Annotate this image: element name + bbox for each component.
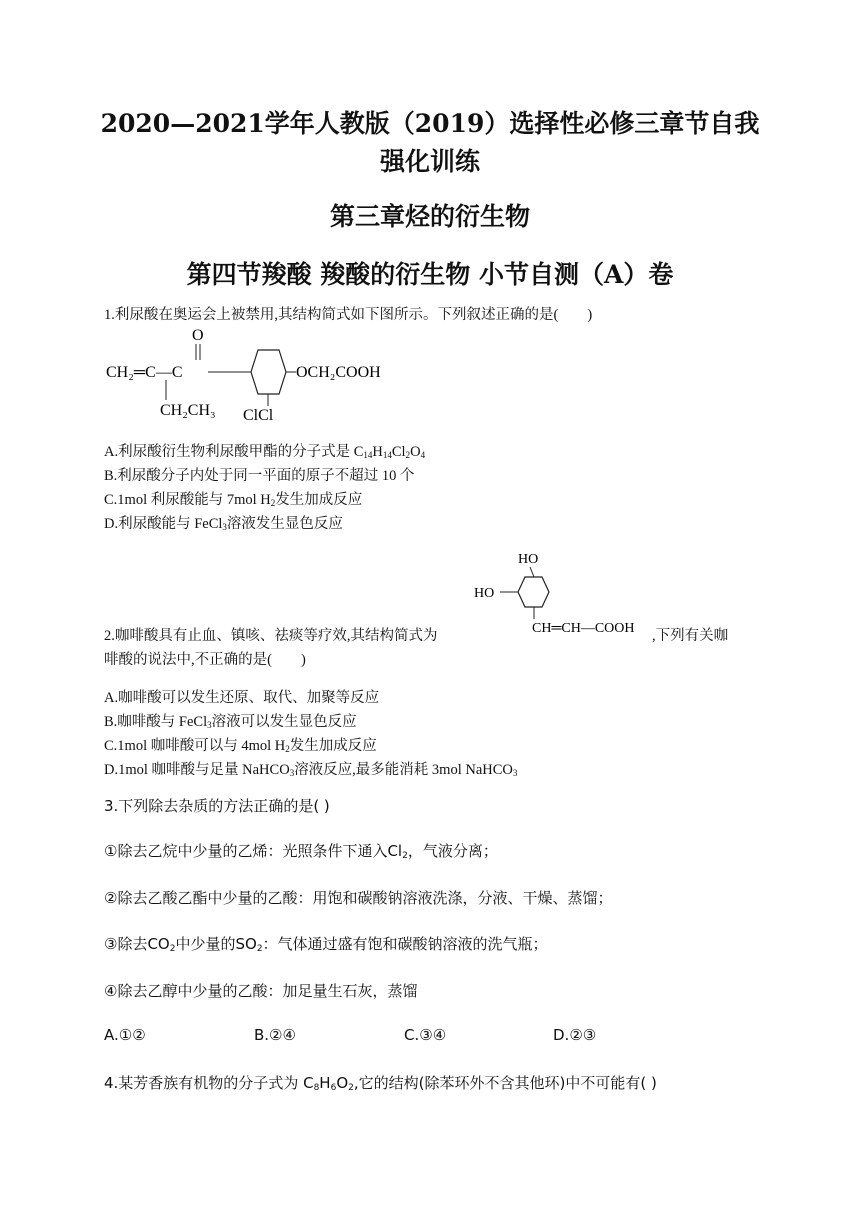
q2-stem-tail: ,下列有关咖 bbox=[652, 628, 729, 644]
q2-option-c: C.1mol 咖啡酸可以与 4mol $H_2$发生加成反应 bbox=[104, 738, 377, 754]
q2-stem-line-2: 啡酸的说法中,不正确的是( ) bbox=[104, 652, 306, 668]
q1-label-cl: ClCl bbox=[243, 407, 274, 424]
q2-structure-diagram bbox=[470, 545, 660, 645]
title-line-1: 2020—2021学年人教版（2019）选择性必修三章节自我 bbox=[100, 109, 760, 138]
q3-option-a: A.①② bbox=[104, 1026, 146, 1044]
q2-label-ho-top: HO bbox=[518, 552, 539, 567]
q1-structure-diagram bbox=[100, 322, 410, 427]
q1-label-right: OCH₂COOH bbox=[296, 364, 381, 381]
q3-item-2: ②除去乙酸乙酯中少量的乙酸：用饱和碳酸钠溶液洗涤，分液、干燥、蒸馏； bbox=[104, 889, 613, 907]
q1-label-left: CH₂═C—C bbox=[106, 364, 183, 381]
q2-label-ho-left: HO bbox=[474, 586, 495, 601]
q1-label-ethyl: CH₂CH₃ bbox=[160, 402, 216, 419]
q2-option-d: D.1mol 咖啡酸与足量 NaHCO$_3$溶液反应,最多能消耗 3mol NaHCO$_3$ bbox=[104, 762, 518, 778]
q3-stem: 3.下列除去杂质的方法正确的是( ) bbox=[104, 797, 330, 815]
q2-label-chain: CH═CH—COOH bbox=[532, 621, 635, 636]
q4-stem: 4.某芳香族有机物的分子式为 $C_8H_6O_2$,它的结构(除苯环外不含其他环)中不可能有( ) bbox=[104, 1074, 657, 1093]
section-title: 第四节羧酸 羧酸的衍生物 小节自测（A）卷 bbox=[186, 260, 674, 289]
q1-label-o-top: O bbox=[192, 327, 204, 344]
document-title bbox=[60, 105, 800, 181]
q1-option-d: D.利尿酸能与 FeCl$_3$溶液发生显色反应 bbox=[104, 516, 343, 532]
q2-option-a: A.咖啡酸可以发生还原、取代、加聚等反应 bbox=[104, 690, 380, 706]
q3-item-3: ③除去$CO_2$中少量的$SO_2$：气体通过盛有饱和碳酸钠溶液的洗气瓶； bbox=[104, 935, 548, 954]
q3-option-c: C.③④ bbox=[404, 1026, 447, 1044]
q3-item-1: ①除去乙烷中少量的乙烯：光照条件下通入$Cl_2$，气液分离； bbox=[104, 842, 498, 861]
q1-option-c: C.1mol 利尿酸能与 7mol $H_2$发生加成反应 bbox=[104, 492, 363, 508]
chapter-title: 第三章烃的衍生物 bbox=[329, 202, 530, 231]
q3-option-d: D.②③ bbox=[553, 1026, 597, 1044]
q1-option-a: A.利尿酸衍生物利尿酸甲酯的分子式是 $C_{14}H_{14}Cl_2O_4$ bbox=[104, 444, 426, 460]
q3-options bbox=[104, 1026, 664, 1046]
q1-stem: 1.利尿酸在奥运会上被禁用,其结构简式如下图所示。下列叙述正确的是( ) bbox=[104, 307, 593, 323]
q1-option-b: B.利尿酸分子内处于同一平面的原子不超过 10 个 bbox=[104, 468, 415, 484]
q3-item-4: ④除去乙醇中少量的乙酸：加足量生石灰，蒸馏 bbox=[104, 982, 418, 1000]
q2-option-b: B.咖啡酸与 FeCl$_3$溶液可以发生显色反应 bbox=[104, 714, 357, 730]
title-line-2: 强化训练 bbox=[379, 147, 480, 176]
q2-stem-line-1: 2.咖啡酸具有止血、镇咳、祛痰等疗效,其结构简式为 bbox=[104, 628, 438, 644]
q3-option-b: B.②④ bbox=[254, 1026, 296, 1044]
